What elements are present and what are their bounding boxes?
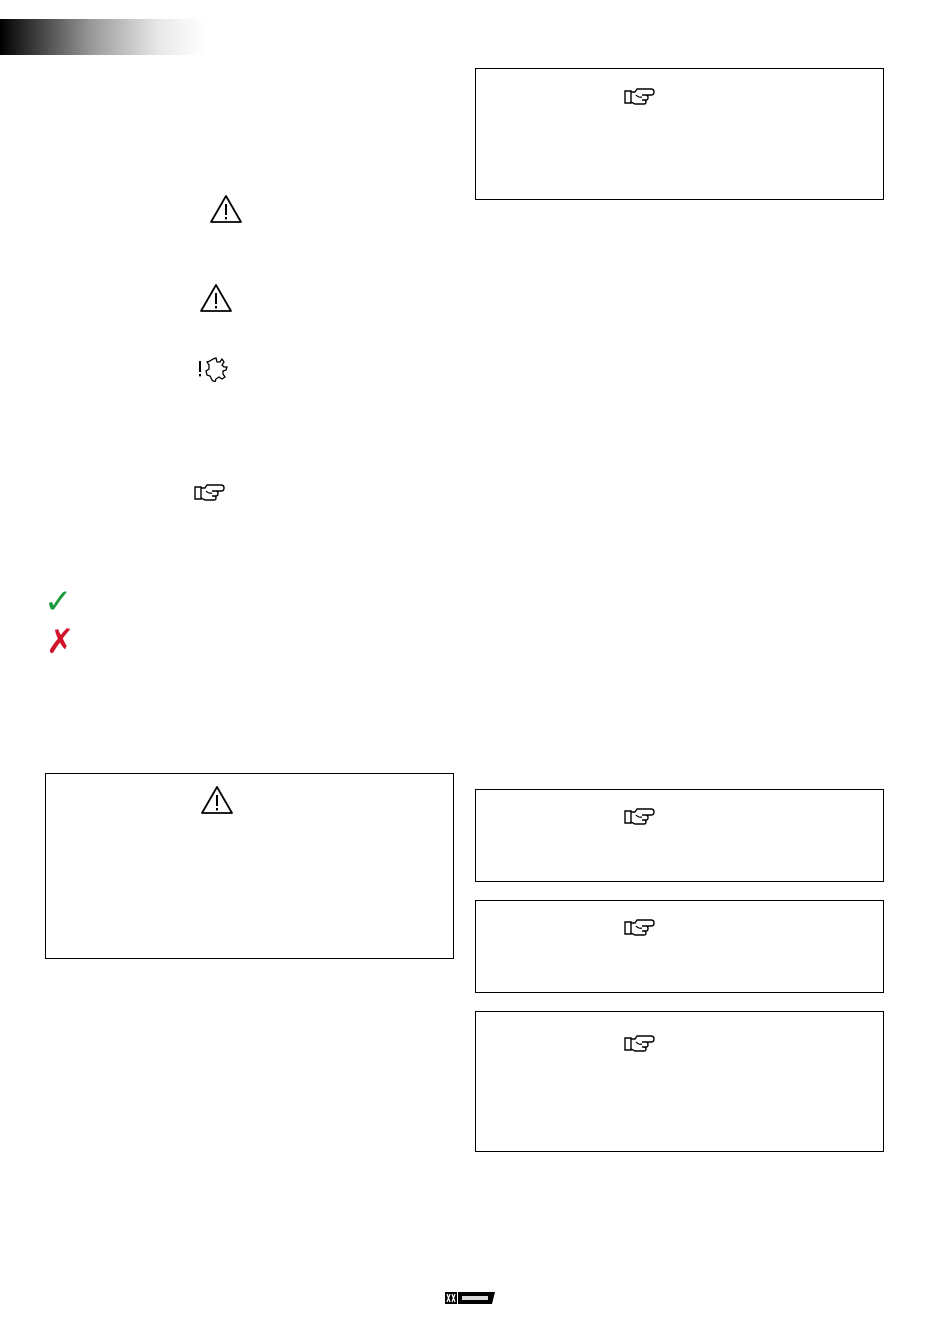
note-box (475, 68, 884, 200)
warning-icon (209, 194, 243, 224)
warning-icon (199, 283, 233, 313)
pointing-hand-icon (193, 483, 226, 503)
warning-icon (200, 785, 234, 815)
pointing-hand-icon (623, 807, 656, 827)
pointing-hand-icon (623, 918, 656, 938)
pointing-hand-icon (623, 87, 656, 107)
pointing-hand-icon (623, 1034, 656, 1054)
check-mark-icon: ✓ (44, 582, 73, 622)
warning-box (45, 773, 454, 959)
cross-mark-icon: ✗ (46, 622, 75, 662)
note-box (475, 900, 884, 993)
brand-logo (445, 1292, 495, 1304)
header-gradient-bar (0, 19, 205, 55)
note-box (475, 1011, 884, 1152)
caution-gear-icon (197, 356, 229, 382)
note-box (475, 789, 884, 882)
